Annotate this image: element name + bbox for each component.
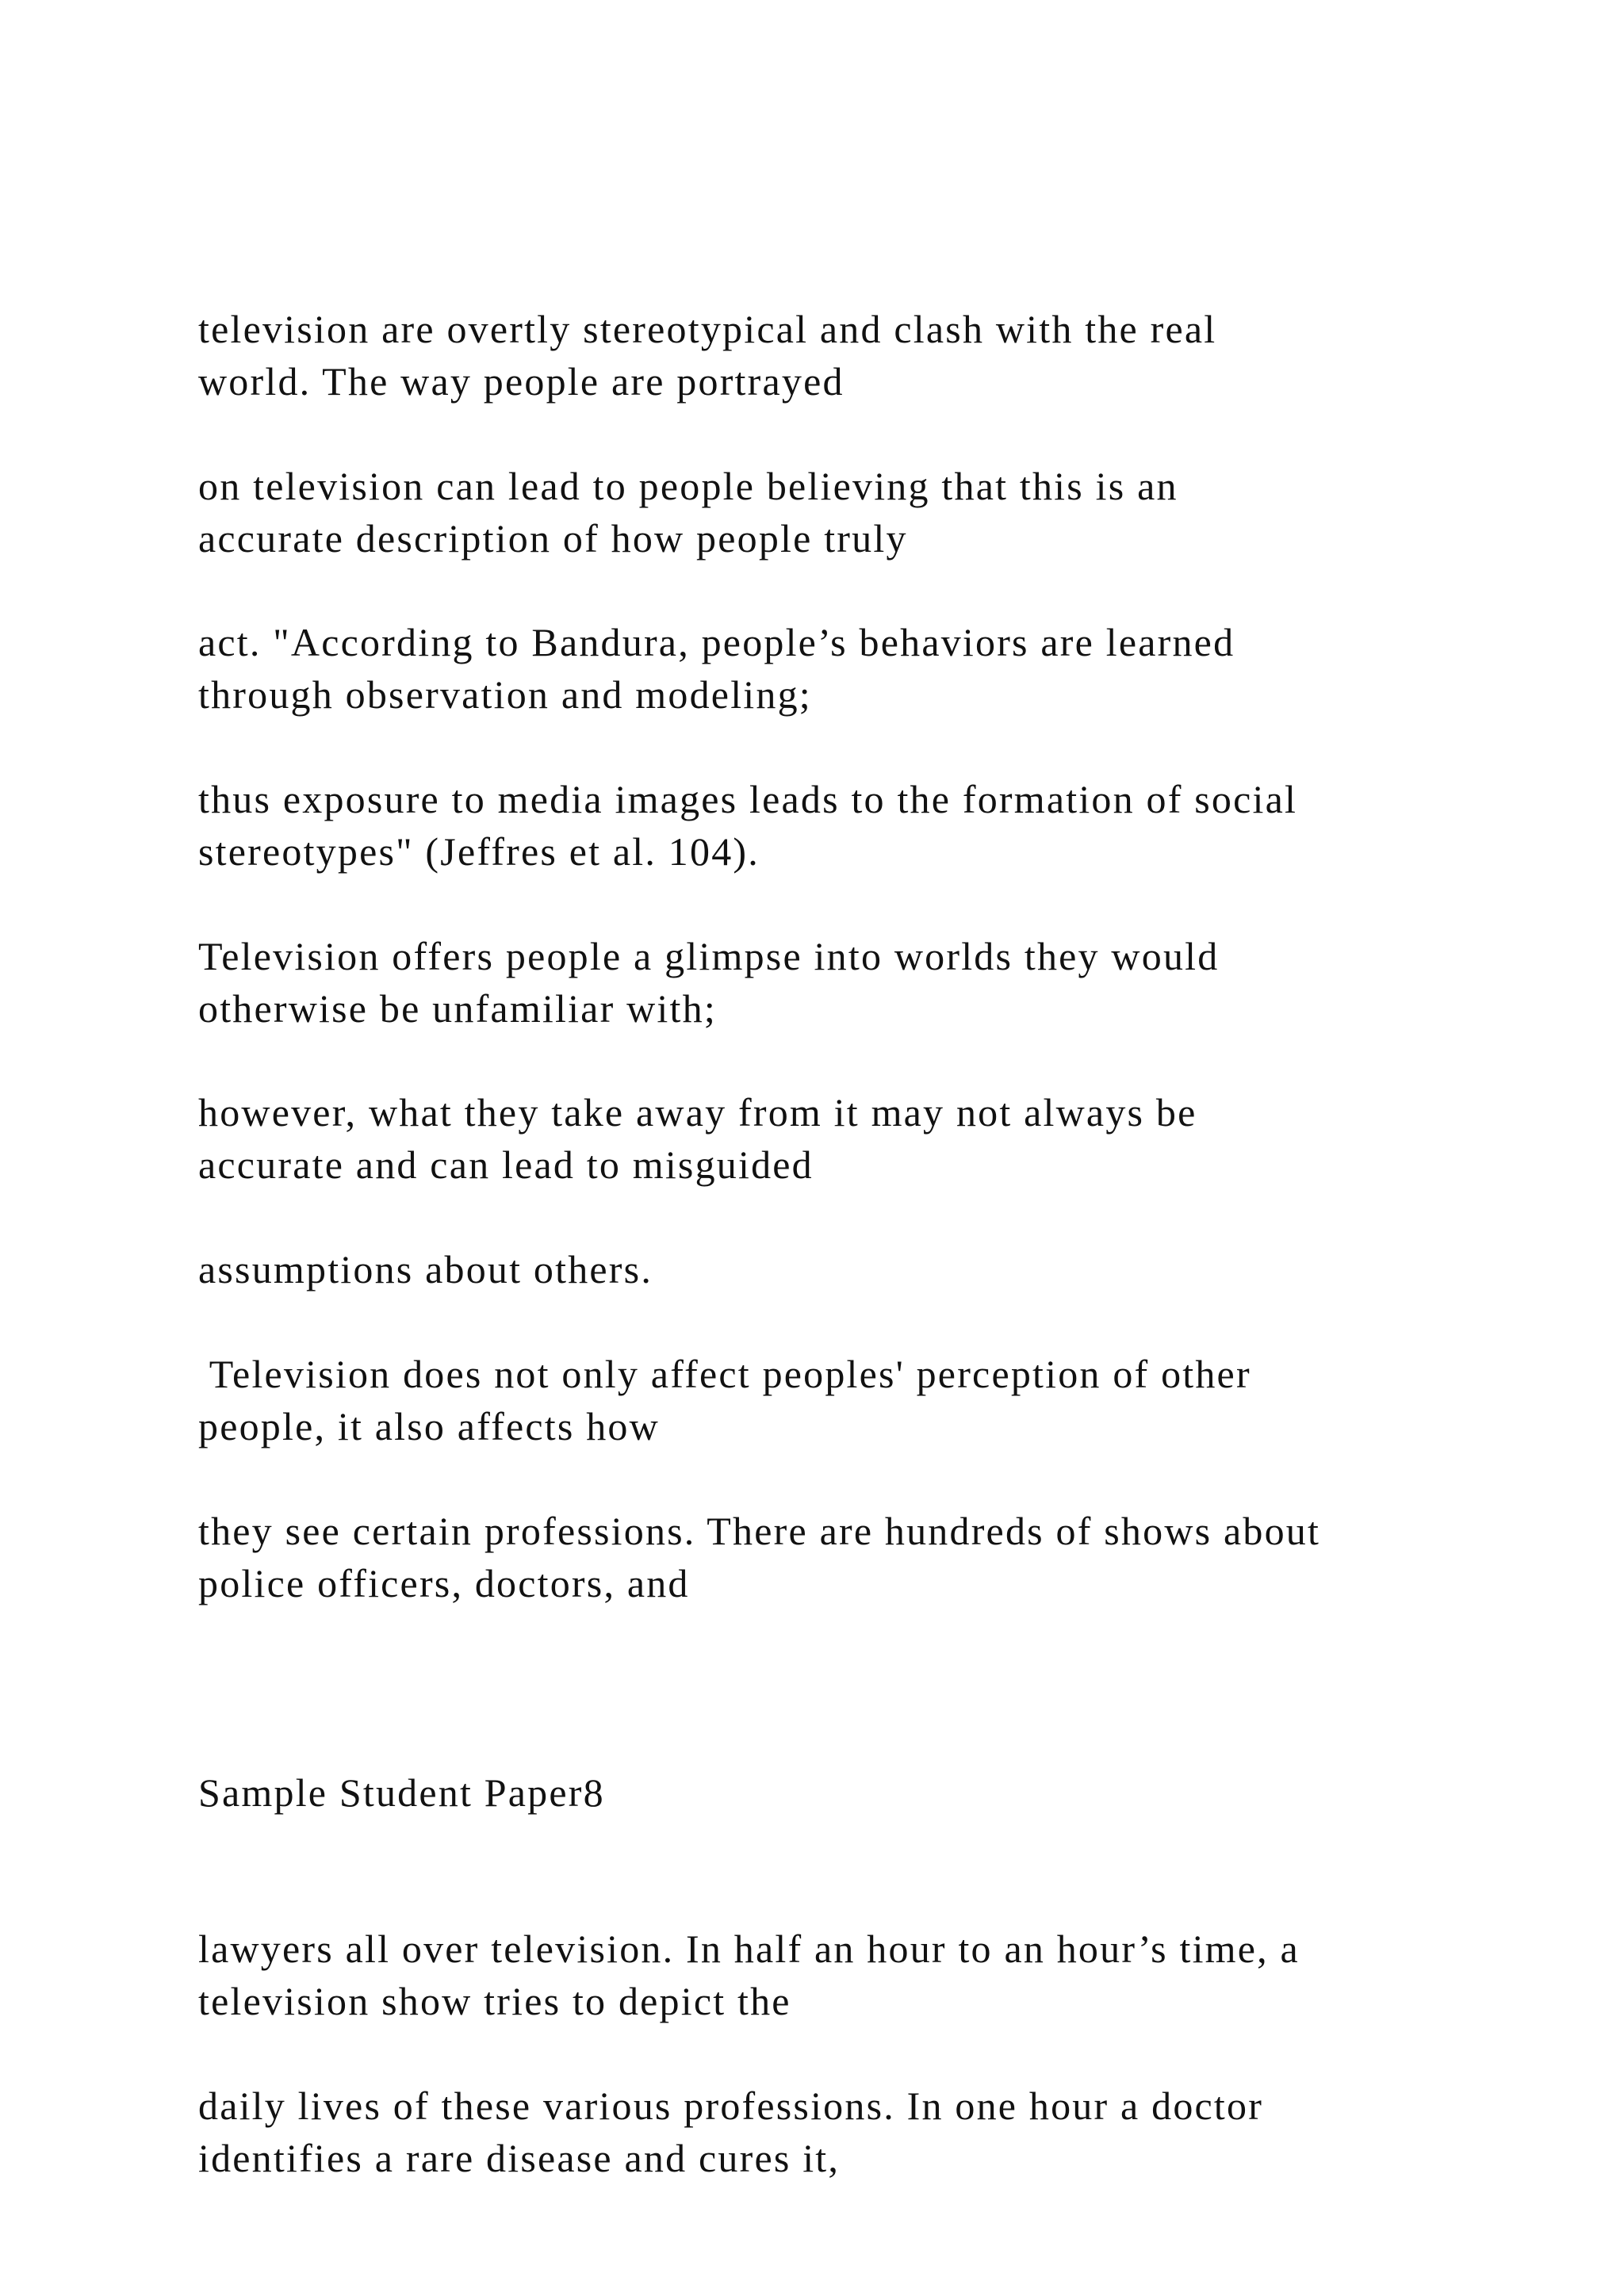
text-line: Television offers people a glimpse into worlds they would	[198, 934, 1220, 978]
text-line: accurate and can lead to misguided	[198, 1142, 814, 1187]
text-line: accurate description of how people truly	[198, 516, 908, 561]
text-line: Sample Student Paper8	[198, 1770, 605, 1815]
text-line: through observation and modeling;	[198, 672, 812, 717]
text-line: on television can lead to people believing that this is an	[198, 464, 1178, 508]
text-line: television are overtly stereotypical and clash with the real	[198, 307, 1217, 351]
text-line: world. The way people are portrayed	[198, 359, 845, 404]
paragraph	[198, 1975, 1263, 2289]
text-line: otherwise be unfamiliar with;	[198, 986, 717, 1031]
text-line: people, it also affects how	[198, 1404, 660, 1448]
text-line: television show tries to depict the	[198, 1979, 791, 2023]
text-line: lawyers all over television. In half an hour to an hour’s time, a	[198, 1927, 1300, 1971]
text-line: daily lives of these various professions. In one hour a doctor	[198, 2084, 1264, 2128]
text-line: thus exposure to media images leads to the formation of social	[198, 777, 1298, 821]
text-line: Television does not only affect peoples' perception of other	[198, 1352, 1251, 1396]
text-line: however, what they take away from it may not always be	[198, 1090, 1197, 1135]
text-line: identifies a rare disease and cures it,	[198, 2136, 841, 2180]
text-line: stereotypes" (Jeffres et al. 104).	[198, 829, 760, 874]
text-line: they see certain professions. There are hundreds of shows about	[198, 1509, 1321, 1553]
text-line: police officers, doctors, and	[198, 1561, 690, 1605]
text-line: act. "According to Bandura, people’s behaviors are learned	[198, 620, 1235, 664]
text-line: assumptions about others.	[198, 1247, 653, 1292]
